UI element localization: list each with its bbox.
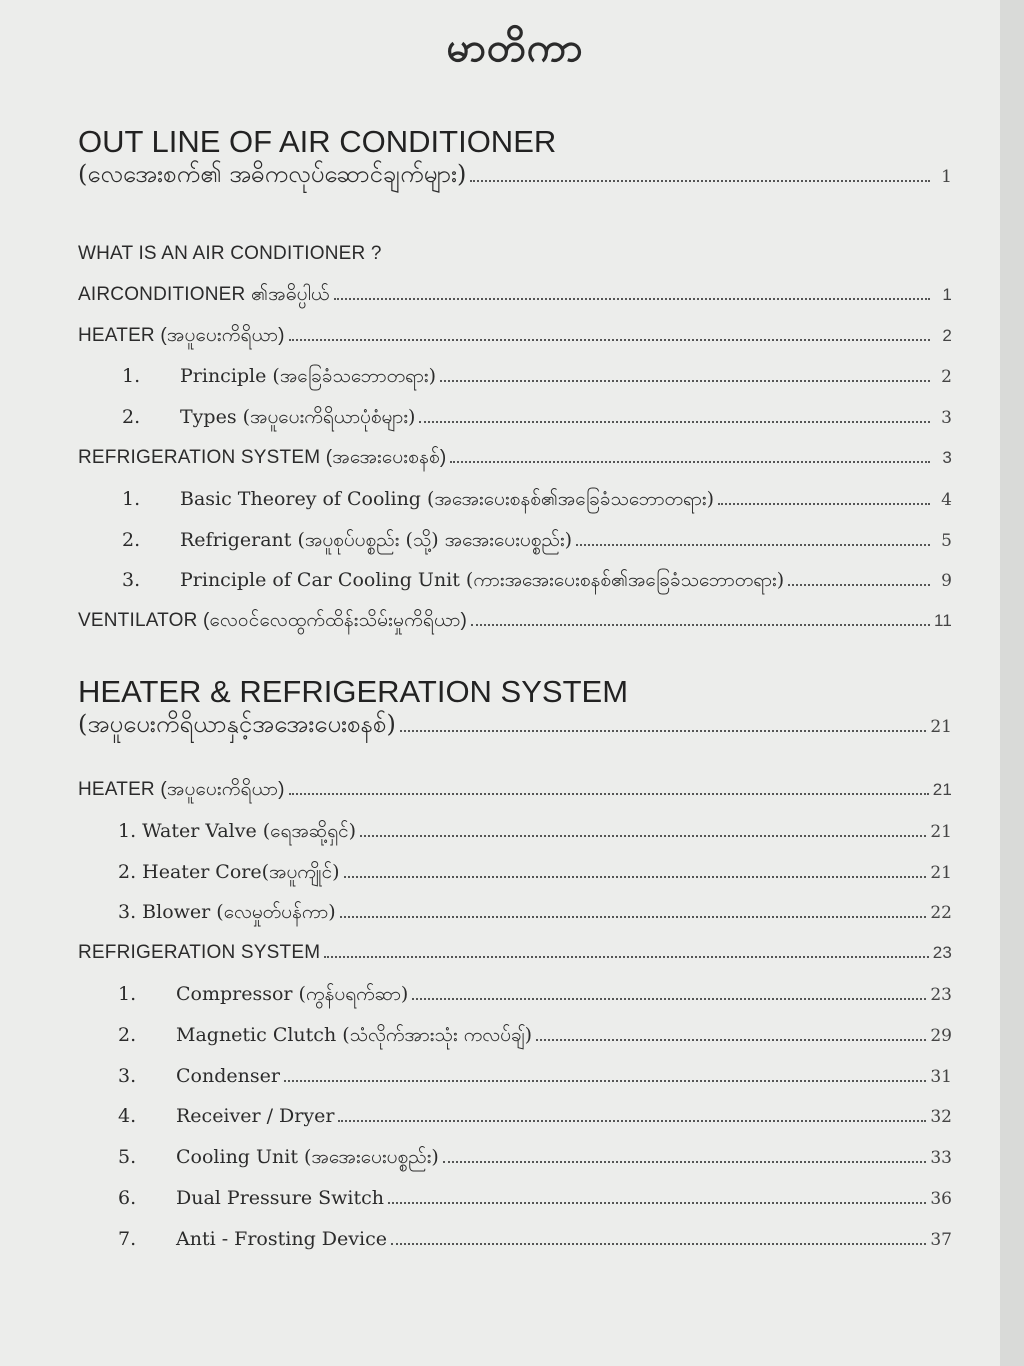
page-number: 21 <box>932 779 952 799</box>
page-number: 9 <box>941 571 952 592</box>
section2-sub-label: (အပူပေးကိရိယာနှင့်အအေးပေးစနစ်) <box>78 710 396 739</box>
toc-subentry <box>78 1228 952 1251</box>
entry-number: 6. <box>118 1186 137 1209</box>
leader-dots <box>576 544 930 546</box>
section2-sub-entry <box>78 710 952 739</box>
toc-subentry <box>78 488 952 511</box>
section1-heading: OUT LINE OF AIR CONDITIONER <box>78 124 557 159</box>
entry-label: Dual Pressure Switch <box>176 1186 384 1209</box>
leader-dots <box>470 180 930 182</box>
page-number: 5 <box>941 530 952 551</box>
entry-number: 3. <box>122 569 141 592</box>
entry-label: Compressor (ကွန်ပရက်ဆာ) <box>176 982 409 1005</box>
leader-dots <box>412 998 926 1000</box>
toc-entry <box>78 447 952 470</box>
toc-subentry <box>78 983 952 1006</box>
toc-entry <box>78 942 952 965</box>
leader-dots <box>450 461 930 463</box>
entry-number: 2. <box>118 1023 137 1046</box>
toc-entry <box>78 325 952 348</box>
entry-label: Basic Theorey of Cooling (အအေးပေးစနစ်၏အခြေခံသဘောတရား) <box>180 487 715 510</box>
entry-label: Magnetic Clutch (သံလိုက်အားသုံး ကလပ်ချ်) <box>176 1023 533 1046</box>
page-number: 29 <box>930 1025 952 1046</box>
page-number: 21 <box>930 717 952 738</box>
entry-label: Types (အပူပေးကိရိယာပုံစံများ) <box>180 406 416 429</box>
toc-subentry <box>78 406 952 429</box>
entry-number: 4. <box>118 1105 137 1128</box>
page-number: 3 <box>941 408 952 429</box>
leader-dots <box>419 421 930 423</box>
leader-dots <box>440 380 930 382</box>
entry-number: 5. <box>118 1146 137 1169</box>
entry-label: Principle of Car Cooling Unit (ကားအအေးပေးစနစ်၏အခြေခံသဘောတရား) <box>180 569 785 592</box>
entry-label: 2. Heater Core(အပူကျိုင်) <box>118 860 340 883</box>
what-is-label: WHAT IS AN AIR CONDITIONER ? <box>78 242 382 264</box>
entry-label: HEATER (အပူပေးကိရိယာ) <box>78 778 285 800</box>
entry-label: 3. Blower (လေမှုတ်ပန်ကာ) <box>118 901 336 924</box>
toc-subentry <box>78 1065 952 1088</box>
leader-dots <box>284 1080 926 1082</box>
section2-heading: HEATER & REFRIGERATION SYSTEM <box>78 673 629 709</box>
entry-label: HEATER (အပူပေးကိရိယာ) <box>78 324 285 346</box>
leader-dots <box>400 730 926 732</box>
page-number: 4 <box>941 489 952 510</box>
page-number: 23 <box>930 984 952 1005</box>
toc-entry <box>78 779 952 802</box>
page-number: 21 <box>930 821 952 842</box>
leader-dots <box>471 624 930 626</box>
entry-number: 1. <box>122 365 141 388</box>
toc-subentry <box>78 1146 952 1169</box>
toc-subentry <box>78 529 952 552</box>
page-number: 2 <box>941 367 952 388</box>
entry-number: 3. <box>118 1064 137 1087</box>
toc-subentry <box>78 365 952 388</box>
leader-dots <box>289 339 930 341</box>
entry-label: Condenser <box>176 1064 280 1087</box>
toc-subentry <box>78 820 952 843</box>
leader-dots <box>289 793 929 795</box>
entry-number: 1. <box>118 982 137 1005</box>
page-number: 33 <box>930 1148 952 1169</box>
page-number: 2 <box>942 325 952 345</box>
leader-dots <box>324 956 928 958</box>
entry-label: Principle (အခြေခံသဘောတရား) <box>180 365 437 388</box>
page-number: 21 <box>930 862 952 883</box>
entry-label: Refrigerant (အပူစုပ်ပစ္စည်း (သို့) အအေးပေးပစ္စည်း) <box>180 528 573 551</box>
section1-sub-label: (လေအေးစက်၏ အဓိကလုပ်ဆောင်ချက်များ) <box>78 160 467 189</box>
page-number: 22 <box>930 903 952 924</box>
toc-subentry <box>78 1105 952 1128</box>
leader-dots <box>344 876 927 878</box>
entry-label: VENTILATOR (လေဝင်လေထွက်ထိန်းသိမ်းမှုကိရိယာ) <box>78 610 467 632</box>
leader-dots <box>443 1161 927 1163</box>
what-is-heading <box>78 243 952 266</box>
leader-dots <box>391 1243 926 1245</box>
page-number: 31 <box>930 1066 952 1087</box>
page-number: 3 <box>942 447 952 467</box>
page-number: 23 <box>932 943 952 963</box>
page-number: 11 <box>933 611 952 631</box>
entry-label: Receiver / Dryer <box>176 1105 335 1128</box>
toc-entry <box>78 610 952 633</box>
toc-subentry <box>78 901 952 924</box>
entry-label: 1. Water Valve (ရေအဆို့ရှင်) <box>118 819 357 842</box>
leader-dots <box>340 916 927 918</box>
page-number: 37 <box>930 1229 952 1250</box>
leader-dots <box>718 503 930 505</box>
entry-number: 2. <box>122 528 141 551</box>
entry-number: 2. <box>122 406 141 429</box>
entry-label: REFRIGERATION SYSTEM <box>78 942 321 964</box>
entry-label: AIRCONDITIONER ၏အဓိပ္ပါယ် <box>78 283 330 305</box>
entry-label: REFRIGERATION SYSTEM (အအေးပေးစနစ်) <box>78 446 447 468</box>
leader-dots <box>388 1202 926 1204</box>
page-number: 32 <box>930 1107 952 1128</box>
toc-subentry <box>78 1187 952 1210</box>
entry-number: 7. <box>118 1227 137 1250</box>
leader-dots <box>360 835 926 837</box>
leader-dots <box>536 1039 926 1041</box>
page-number: 1 <box>941 167 952 188</box>
leader-dots <box>334 298 930 300</box>
toc-subentry <box>78 1024 952 1047</box>
entry-label: Cooling Unit (အအေးပေးပစ္စည်း) <box>176 1146 439 1169</box>
entry-number: 1. <box>122 487 141 510</box>
toc-subentry <box>78 569 952 592</box>
page-number: 1 <box>942 284 952 304</box>
page-number: 36 <box>930 1188 952 1209</box>
toc-entry <box>78 284 952 307</box>
leader-dots <box>338 1120 926 1122</box>
leader-dots <box>788 584 930 586</box>
entry-label: Anti - Frosting Device <box>176 1227 387 1250</box>
section1-sub-entry <box>78 160 952 189</box>
page-title: မာတိကာ <box>446 24 584 71</box>
toc-subentry <box>78 861 952 884</box>
